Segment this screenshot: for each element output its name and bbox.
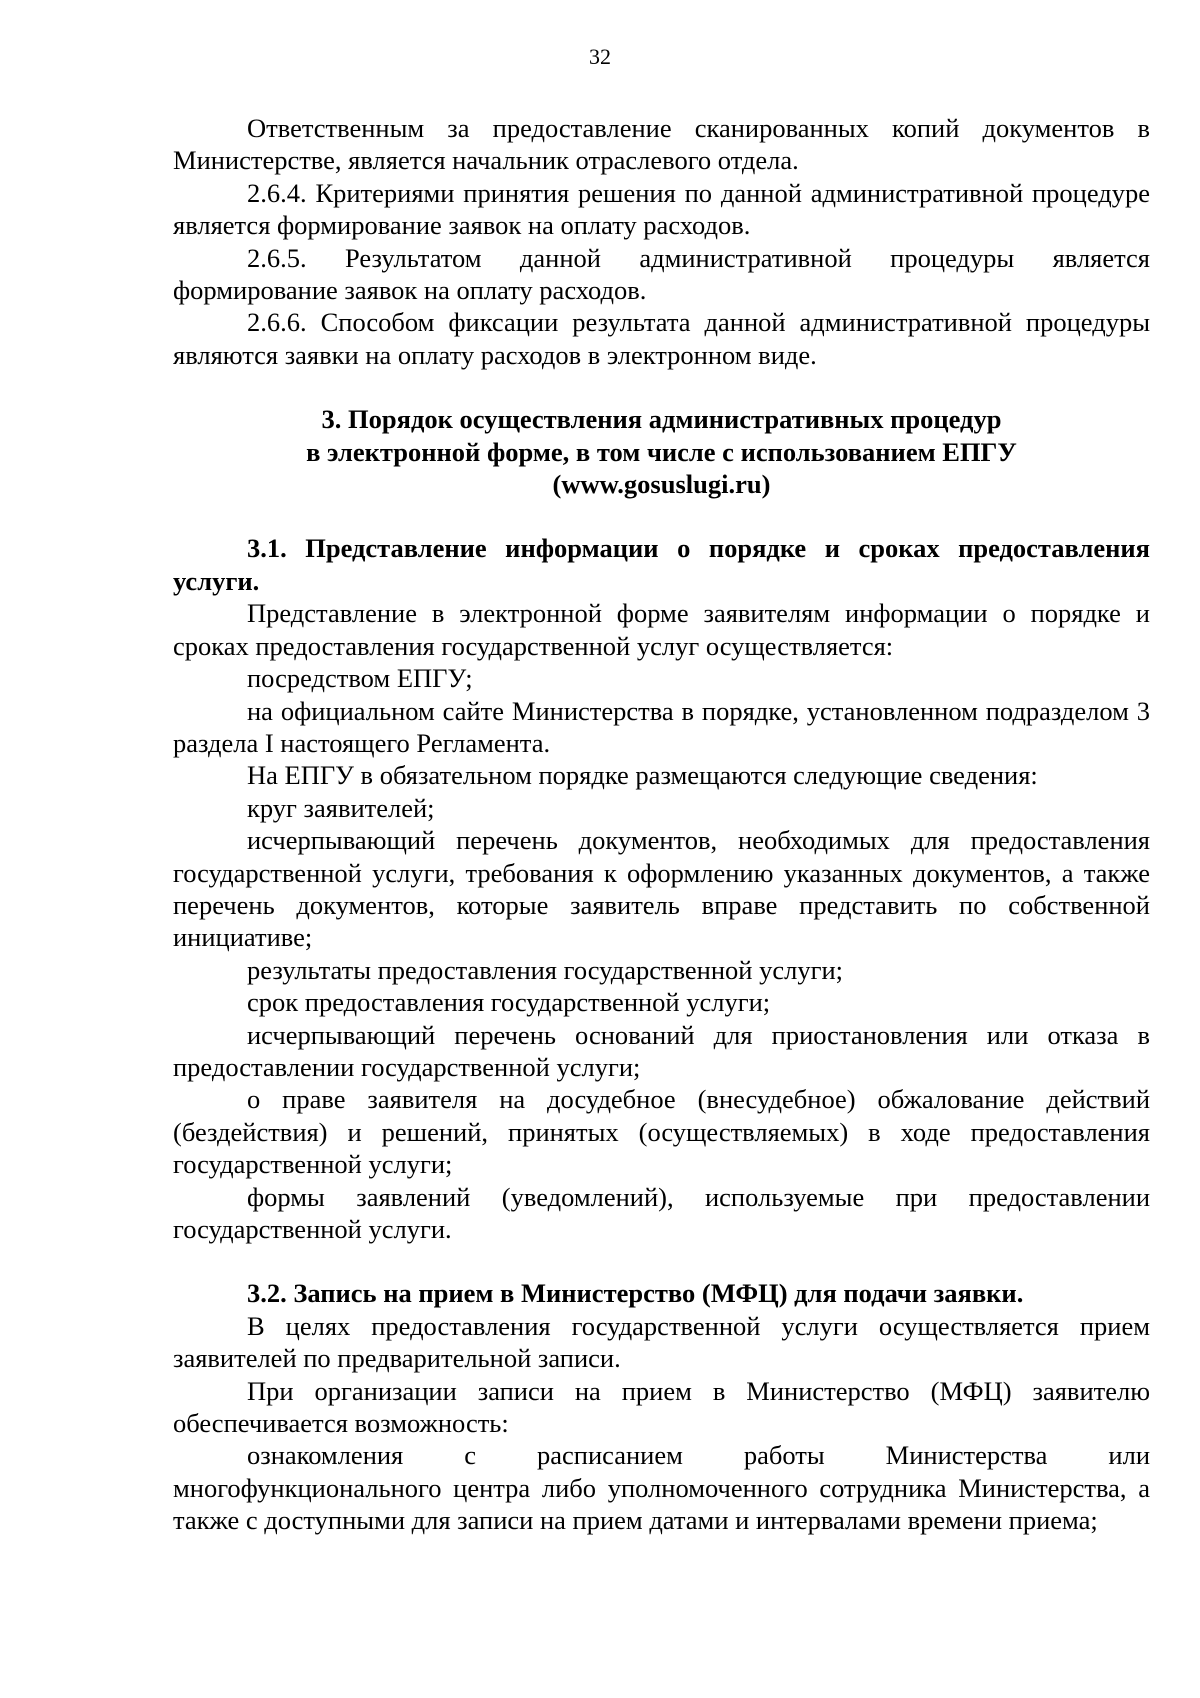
paragraph: ознакомления с расписанием работы Министерства или многофункционального центра либо уполномоченного сотрудника Министерства, а также с доступными для записи на прием датами и интервалами времени приема; — [173, 1440, 1150, 1536]
spacer — [173, 1245, 1150, 1277]
paragraph: на официальном сайте Министерства в порядке, установленном подразделом 3 раздела I настоящего Регламента. — [173, 695, 1150, 758]
paragraph: результаты предоставления государственной услуги; — [247, 954, 844, 985]
document-body — [173, 112, 1150, 1537]
paragraph: исчерпывающий перечень оснований для приостановления или отказа в предоставлении государственной услуги; — [173, 1019, 1150, 1082]
subsection-heading: 3.1. Представление информации о порядке и сроках предоставления услуги. — [173, 533, 1150, 596]
page-number: 32 — [589, 44, 611, 69]
spacer — [173, 500, 1150, 532]
paragraph: о праве заявителя на досудебное (внесудебное) обжалование действий (бездействия) и решений, принятых (осуществляемых) в ходе предоставления государственной услуги; — [173, 1084, 1150, 1180]
paragraph: исчерпывающий перечень документов, необходимых для предоставления государственной услуги, требования к оформлению указанных документов, а также перечень документов, которые заявитель вправе представить по собственной инициативе; — [173, 825, 1150, 953]
section-title-line: в электронной форме, в том числе с использованием ЕПГУ — [306, 436, 1017, 467]
paragraph: Ответственным за предоставление сканированных копий документов в Министерстве, является начальник отраслевого отдела. — [173, 113, 1150, 176]
section-title — [173, 403, 1150, 500]
paragraph: При организации записи на прием в Министерство (МФЦ) заявителю обеспечивается возможность: — [173, 1375, 1150, 1439]
paragraph: посредством ЕПГУ; — [247, 663, 473, 694]
subsection-heading: 3.2. Запись на прием в Министерство (МФЦ) для подачи заявки. — [247, 1278, 1024, 1309]
spacer — [173, 371, 1150, 403]
section-title-line: 3. Порядок осуществления административных процедур — [321, 404, 1002, 435]
paragraph: формы заявлений (уведомлений), используемые при предоставлении государственной услуги. — [173, 1181, 1150, 1244]
paragraph: срок предоставления государственной услуги; — [247, 987, 771, 1018]
paragraph: На ЕПГУ в обязательном порядке размещаются следующие сведения: — [247, 760, 1038, 791]
paragraph: круг заявителей; — [247, 792, 435, 823]
paragraph: 2.6.6. Способом фиксации результата данной административной процедуры являются заявки на оплату расходов в электронном виде. — [173, 307, 1150, 370]
paragraph: 2.6.4. Критериями принятия решения по данной административной процедуре является формирование заявок на оплату расходов. — [173, 177, 1150, 241]
section-title-line: (www.gosuslugi.ru) — [552, 469, 771, 500]
paragraph: 2.6.5. Результатом данной административной процедуры является формирование заявок на оплату расходов. — [173, 242, 1150, 306]
paragraph: Представление в электронной форме заявителям информации о порядке и сроках предоставления государственной услуг осуществляется: — [173, 598, 1150, 661]
paragraph: В целях предоставления государственной услуги осуществляется прием заявителей по предварительной записи. — [173, 1310, 1150, 1374]
